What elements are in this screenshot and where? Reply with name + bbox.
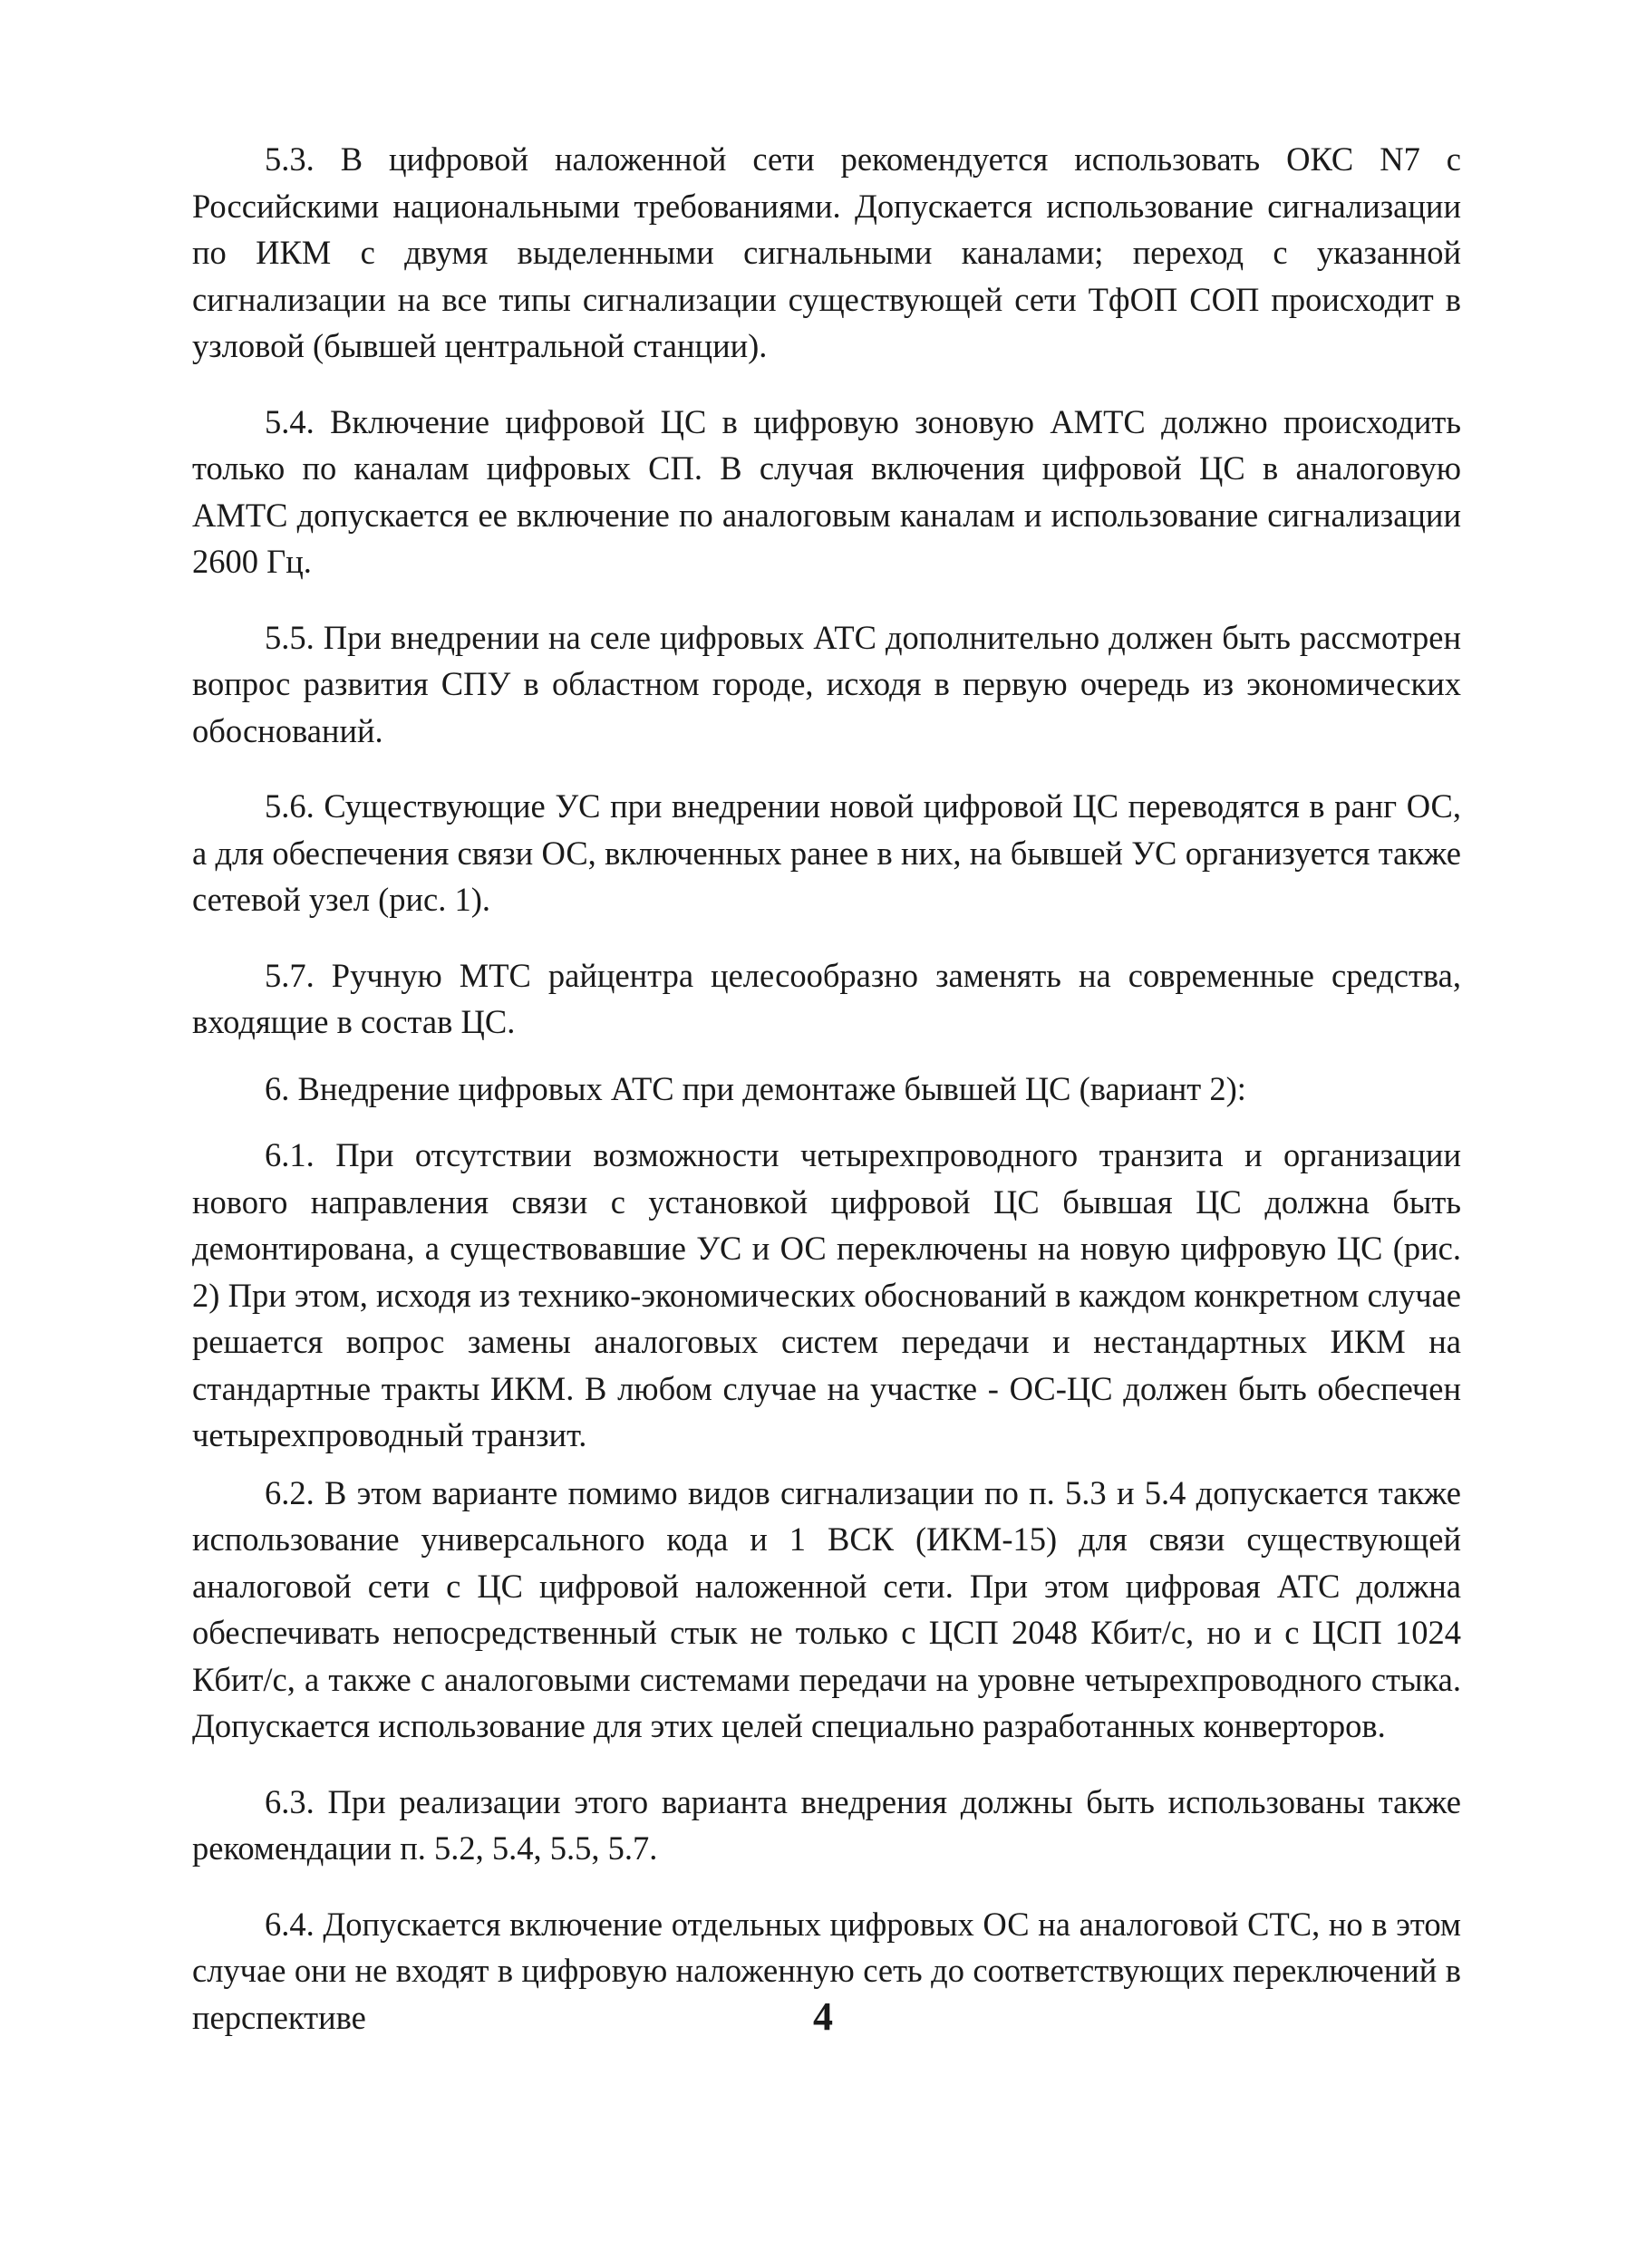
document-body xyxy=(192,136,1461,2041)
paragraph-5-6: 5.6. Существующие УС при внедрении новой цифровой ЦС переводятся в ранг ОС, а для обеспечения связи ОС, включенных ранее в них, на бывшей УС организуется также сетевой узел (рис. 1). xyxy=(192,787,1461,918)
paragraph-6-2: 6.2. В этом варианте помимо видов сигнализации по п. 5.3 и 5.4 допускается также использование универсального кода и 1 ВСК (ИКМ-15) для связи существующей аналоговой сети с ЦС цифровой наложенной сети. При этом цифровая АТС должна обеспечивать непосредственный стык не только с ЦСП 2048 Кбит/с, но и с ЦСП 1024 Кбит/с, а также с аналоговыми системами передачи на уровне четырехпроводного стыка. Допускается использование для этих целей специально разработанных конверторов. xyxy=(192,1473,1461,1744)
paragraph-6-1: 6.1. При отсутствии возможности четырехпроводного транзита и организации нового направления связи с установкой цифровой ЦС бывшая ЦС должна быть демонтирована, а существовавшие УС и ОС переключены на новую цифровую ЦС (рис. 2) При этом, исходя из технико-экономических обоснований в каждом конкретном случае решается вопрос замены аналоговых систем передачи и нестандартных ИКМ на стандартные тракты ИКМ. В любом случае на участке - ОС-ЦС должен быть обеспечен четырехпроводный транзит. xyxy=(192,1136,1461,1453)
page-number: 4 xyxy=(813,1994,833,2039)
paragraph-5-4: 5.4. Включение цифровой ЦС в цифровую зоновую АМТС должно происходить только по каналам цифровых СП. В случая включения цифровой ЦС в аналоговую АМТС допускается ее включение по аналоговым каналам и использование сигнализации 2600 Гц. xyxy=(192,402,1461,580)
paragraph-5-7: 5.7. Ручную МТС райцентра целесообразно заменять на современные средства, входящие в состав ЦС. xyxy=(192,956,1461,1040)
paragraph-6-3: 6.3. При реализации этого варианта внедрения должны быть использованы также рекомендации п. 5.2, 5.4, 5.5, 5.7. xyxy=(192,1782,1461,1867)
paragraph-6-4: 6.4. Допускается включение отдельных цифровых ОС на аналоговой СТС, но в этом случае они не входят в цифровую наложенную сеть до соответствующих переключений в перспективе xyxy=(192,1905,1461,2036)
section-6-heading: 6. Внедрение цифровых АТС при демонтаже бывшей ЦС (вариант 2): xyxy=(265,1069,1246,1107)
paragraph-5-3: 5.3. В цифровой наложенной сети рекомендуется использовать ОКС N7 с Российскими национальными требованиями. Допускается использование сигнализации по ИКМ с двумя выделенными сигнальными каналами; переход с указанной сигнализации на все типы сигнализации существующей сети ТфОП СОП происходит в узловой (бывшей центральной станции). xyxy=(192,140,1461,364)
paragraph-5-5: 5.5. При внедрении на селе цифровых АТС дополнительно должен быть рассмотрен вопрос развития СПУ в областном городе, исходя в первую очередь из экономических обоснований. xyxy=(192,618,1461,749)
